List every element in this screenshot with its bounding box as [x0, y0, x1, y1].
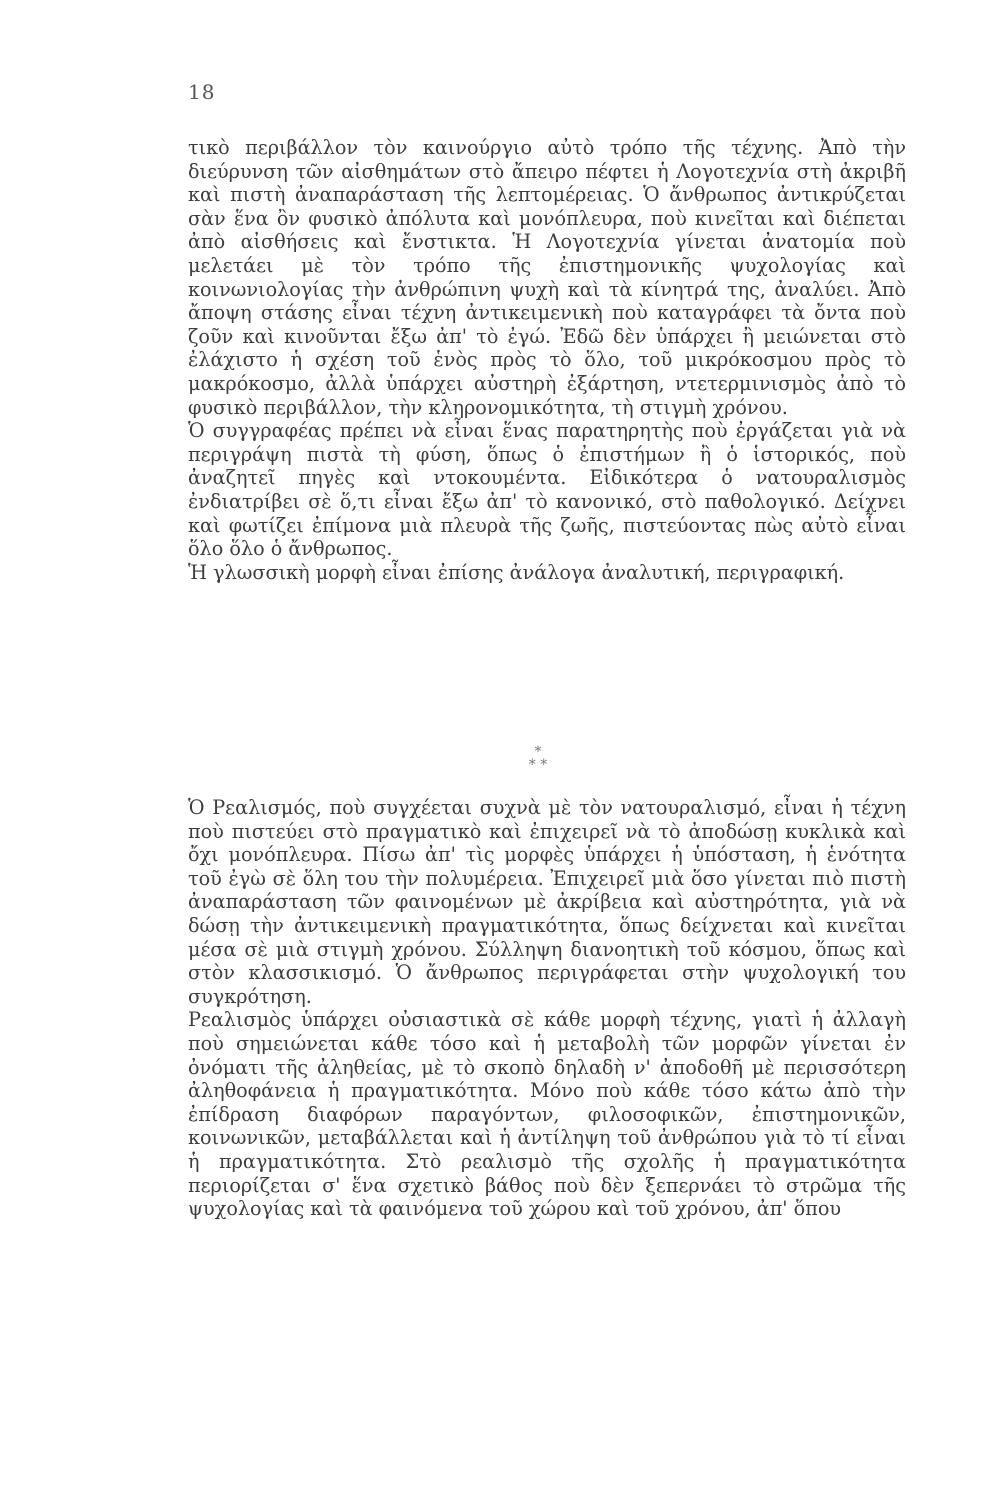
section-separator: [518, 746, 558, 772]
section-realism: [188, 796, 906, 1221]
paragraph: Ρεαλισμὸς ὑπάρχει οὐσιαστικὰ σὲ κάθε μορφὴ τέχνης, γιατὶ ἡ ἀλλαγὴ ποὺ σημειώνεται κάθε τόσο καὶ ἡ μεταβολὴ τῶν μορφῶν γίνεται ἐν ὀνόματι τῆς ἀληθείας, μὲ τὸ σκοπὸ δηλαδὴ ν' ἀποδοθῆ μὲ περισσότερη ἀληθοφάνεια ἡ πραγματικότητα. Μόνο ποὺ κάθε τόσο κάτω ἀπὸ τὴν ἐπίδραση διαφόρων παραγόντων, φιλοσοφικῶν, ἐπιστημονικῶν, κοινωνικῶν, μεταβάλλεται καὶ ἡ ἀντίληψη τοῦ ἀνθρώπου γιὰ τὸ τί εἶναι ἡ πραγματικότητα. Στὸ ρεαλισμὸ τῆς σχολῆς ἡ πραγματικότητα περιορίζεται σ' ἕνα σχετικὸ βάθος ποὺ δὲν ξεπερνάει τὸ στρῶμα τῆς ψυχολογίας καὶ τὰ φαινόμενα τοῦ χώρου καὶ τοῦ χρόνου, ἀπ' ὅπου: [188, 1008, 906, 1221]
paragraph: Ἡ γλωσσικὴ μορφὴ εἶναι ἐπίσης ἀνάλογα ἀναλυτική, περιγραφική.: [188, 560, 845, 584]
section-naturalism: [188, 136, 906, 584]
page-number: 18: [188, 80, 216, 104]
paragraph: Ὁ Ρεαλισμός, ποὺ συγχέεται συχνὰ μὲ τὸν νατουραλισμό, εἶναι ἡ τέχνη ποὺ πιστεύει στὸ πραγματικὸ καὶ ἐπιχειρεῖ νὰ τὸ ἀποδώσῃ κυκλικὰ καὶ ὄχι μονόπλευρα. Πίσω ἀπ' τὶς μορφὲς ὑπάρχει ἡ ὑπόσταση, ἡ ἑνότητα τοῦ ἐγὼ σὲ ὅλη του τὴν πολυμέρεια. Ἐπιχειρεῖ μιὰ ὅσο γίνεται πιὸ πιστὴ ἀναπαράσταση τῶν φαινομένων μὲ ἀκρίβεια καὶ αὐστηρότητα, γιὰ νὰ δώσῃ τὴν ἀντικειμενικὴ πραγματικότητα, ὅπως δείχνεται καὶ κινεῖται μέσα σὲ μιὰ στιγμὴ χρόνου. Σύλληψη διανοητικὴ τοῦ κόσμου, ὅπως καὶ στὸν κλασσικισμό. Ὁ ἄνθρωπος περιγράφεται στὴν ψυχολογική του συγκρότηση.: [188, 796, 906, 1008]
paragraph: τικὸ περιβάλλον τὸν καινούργιο αὐτὸ τρόπο τῆς τέχνης. Ἀπὸ τὴν διεύρυνση τῶν αἰσθημάτων στὸ ἄπειρο πέφτει ἡ Λογοτεχνία στὴ ἀκριβῆ καὶ πιστὴ ἀναπαράσταση τῆς λεπτομέρειας. Ὁ ἄνθρωπος ἀντικρύζεται σὰν ἕνα ὂν φυσικὸ ἀπόλυτα καὶ μονόπλευρα, ποὺ κινεῖται καὶ διέπεται ἀπὸ αἰσθήσεις καὶ ἔνστικτα. Ἡ Λογοτεχνία γίνεται ἀνατομία ποὺ μελετάει μὲ τὸν τρόπο τῆς ἐπιστημονικῆς ψυχολογίας καὶ κοινωνιολογίας τὴν ἀνθρώπινη ψυχὴ καὶ τὰ κίνητρά της, ἀναλύει. Ἀπὸ ἄποψη στάσης εἶναι τέχνη ἀντικειμενικὴ ποὺ καταγράφει τὰ ὄντα ποὺ ζοῦν καὶ κινοῦνται ἔξω ἀπ' τὸ ἐγώ. Ἐδῶ δὲν ὑπάρχει ἢ μειώνεται στὸ ἐλάχιστο ἡ σχέση τοῦ ἑνὸς πρὸς τὸ ὅλο, τοῦ μικρόκοσμου πρὸς τὸ μακρόκοσμο, ἀλλὰ ὑπάρχει αὐστηρὴ ἐξάρτηση, ντετερμινισμὸς ἀπὸ τὸ φυσικὸ περιβάλλον, τὴν κληρονομικότητα, τὴ στιγμὴ χρόνου.: [188, 136, 906, 419]
separator-asterisks: * * *: [528, 744, 548, 773]
paragraph: Ὁ συγγραφέας πρέπει νὰ εἶναι ἕνας παρατηρητὴς ποὺ ἐργάζεται γιὰ νὰ περιγράψη πιστὰ τὴ φύση, ὅπως ὁ ἐπιστήμων ἢ ὁ ἱστορικός, ποὺ ἀναζητεῖ πηγὲς καὶ ντοκουμέντα. Εἰδικότερα ὁ νατουραλισμὸς ἐνδιατρίβει σὲ ὅ,τι εἶναι ἔξω ἀπ' τὸ κανονικό, στὸ παθολογικό. Δείχνει καὶ φωτίζει ἐπίμονα μιὰ πλευρὰ τῆς ζωῆς, πιστεύοντας πὼς αὐτὸ εἶναι ὅλο ὅλο ὁ ἄνθρωπος.: [188, 419, 906, 561]
